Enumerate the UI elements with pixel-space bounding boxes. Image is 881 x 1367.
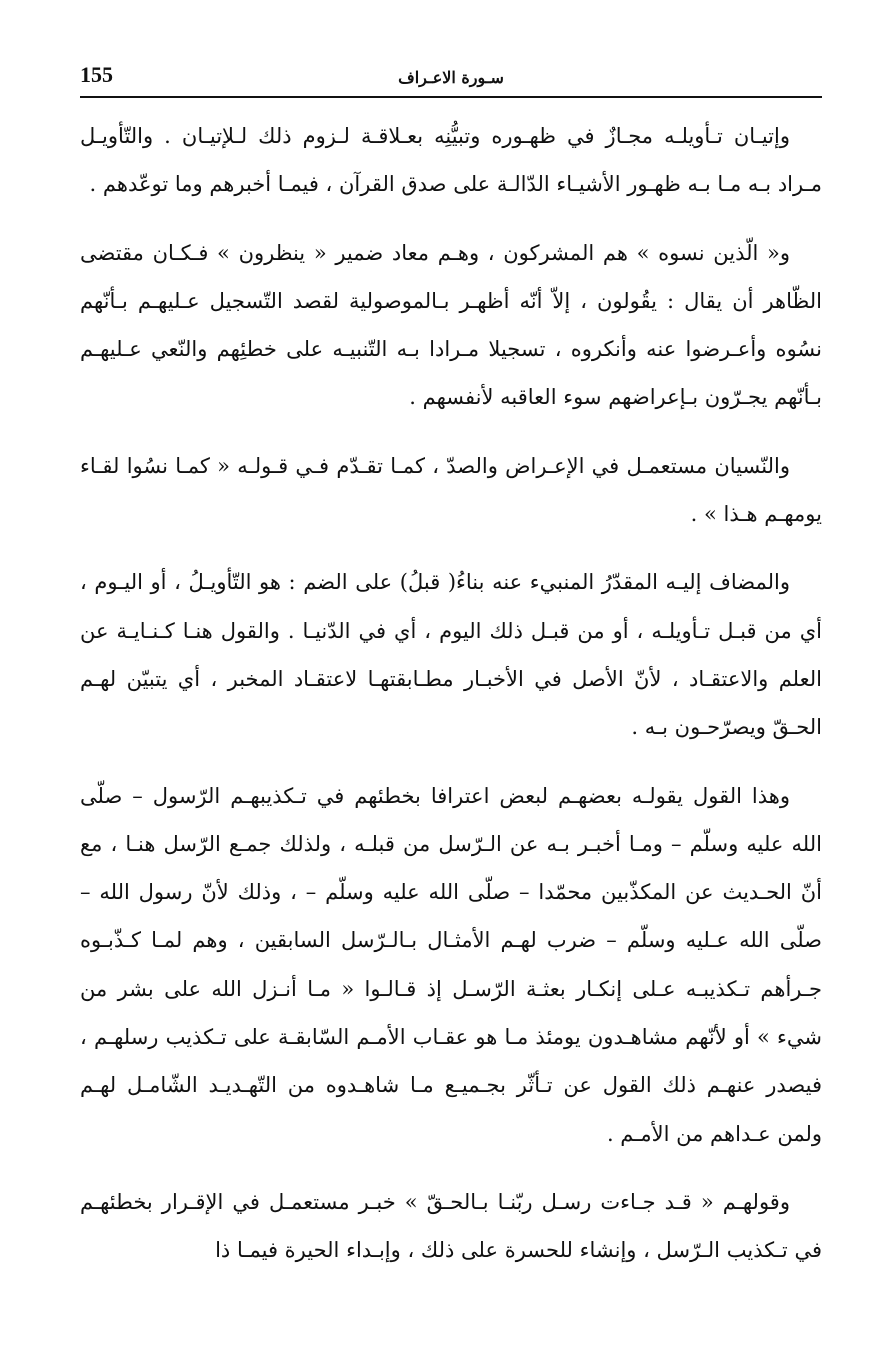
paragraph-6: وقولهـم « قـد جـاءت رسـل ربّنـا بـالحـقّ » خبـر مستعمـل في الإقـرار بخطئهـم في تـكذيب الـرّسل ، وإنشاء للحسرة على ذلك ، وإبـداء الحيرة فيمـا ذا xyxy=(80,1189,822,1263)
body-text xyxy=(80,112,822,1295)
paragraph-1: وإتيـان تـأويلـه مجـازٌ في ظهـوره وتبيُّنِه بعـلاقـة لـزوم ذلك لـلإتيـان . والتّأويـل مـراد بـه مـا بـه ظهـور الأشيـاء الدّالـة على صدق القرآن ، فيمـا أخبرهم وما توعّدهم . xyxy=(80,124,822,197)
paragraph-5: وهذا القول يقولـه بعضهـم لبعض اعترافا بخطئهم في تـكذيبهـم الرّسول – صلّى الله عليه وسلّم – ومـا أخبـر بـه عن الـرّسل من قبلـه ، ولذلك جمـع الرّسل هنـا ، مع أنّ الحـديث عن المكذّبين محمّدا – صلّى الله عليه وسلّم – ، وذلك لأنّ رسول الله – صلّى الله عـليه وسلّم – ضرب لهـم الأمثـال بـالـرّسل السابقين ، وهم لمـا كـذّبـوه جـرأهم تـكذيبـه عـلى إنكـار بعثـة الرّسـل إذ قـالـوا « مـا أنـزل الله على بشر من شيء » أو لأنّهم مشاهـدون يومئذ مـا هو عقـاب الأمـم السّابقـة على تـكذيب رسلهـم ، فيصدر عنهـم ذلك القول عن تـأثّر بجـميـع مـا شاهـدوه من التّهـديـد الشّامـل لهـم ولمن عـداهم من الأمـم . xyxy=(80,783,822,1146)
page-header xyxy=(80,58,822,94)
page-number: 155 xyxy=(80,62,113,87)
running-title: سـورة الاعـراف xyxy=(398,68,504,87)
paragraph-4: والمضاف إليـه المقدّرُ المنبيء عنه بناءُ( قبلُ) على الضم : هو التّأويـلُ ، أو اليـوم ، أي من قبـل تـأويلـه ، أو من قبـل ذلك اليوم ، أي في الدّنيـا . والقول هنـا كـنـايـة عن العلم والاعتقـاد ، لأنّ الأصل في الأخبـار مطـابقتهـا لاعتقـاد المخبر ، أي يتبيّن لهـم الحـقّ ويصرّحـون بـه . xyxy=(80,570,822,740)
header-divider xyxy=(80,96,822,98)
paragraph-3: والنّسيان مستعمـل في الإعـراض والصدّ ، كمـا تقـدّم فـي قـولـه « كمـا نسُوا لقـاء يومهـم هـذا » . xyxy=(80,453,822,527)
paragraph-2: و« الّذين نسوه » هم المشركون ، وهـم معاد ضمير « ينظرون » فـكـان مقتضى الظّاهر أن يقال : يقُولون ، إلاّ أنّه أظهـر بـالموصولية لقصد التّسجيل عـليهـم بـأنّهم نسُوه وأعـرضوا عنه وأنكروه ، تسجيلا مـرادا بـه التّنبيـه على خطئِهم والنّعي عـليهـم بـأنّهم يجـرّون بـإعراضهم سوء العاقبه لأنفسهم . xyxy=(80,240,822,410)
